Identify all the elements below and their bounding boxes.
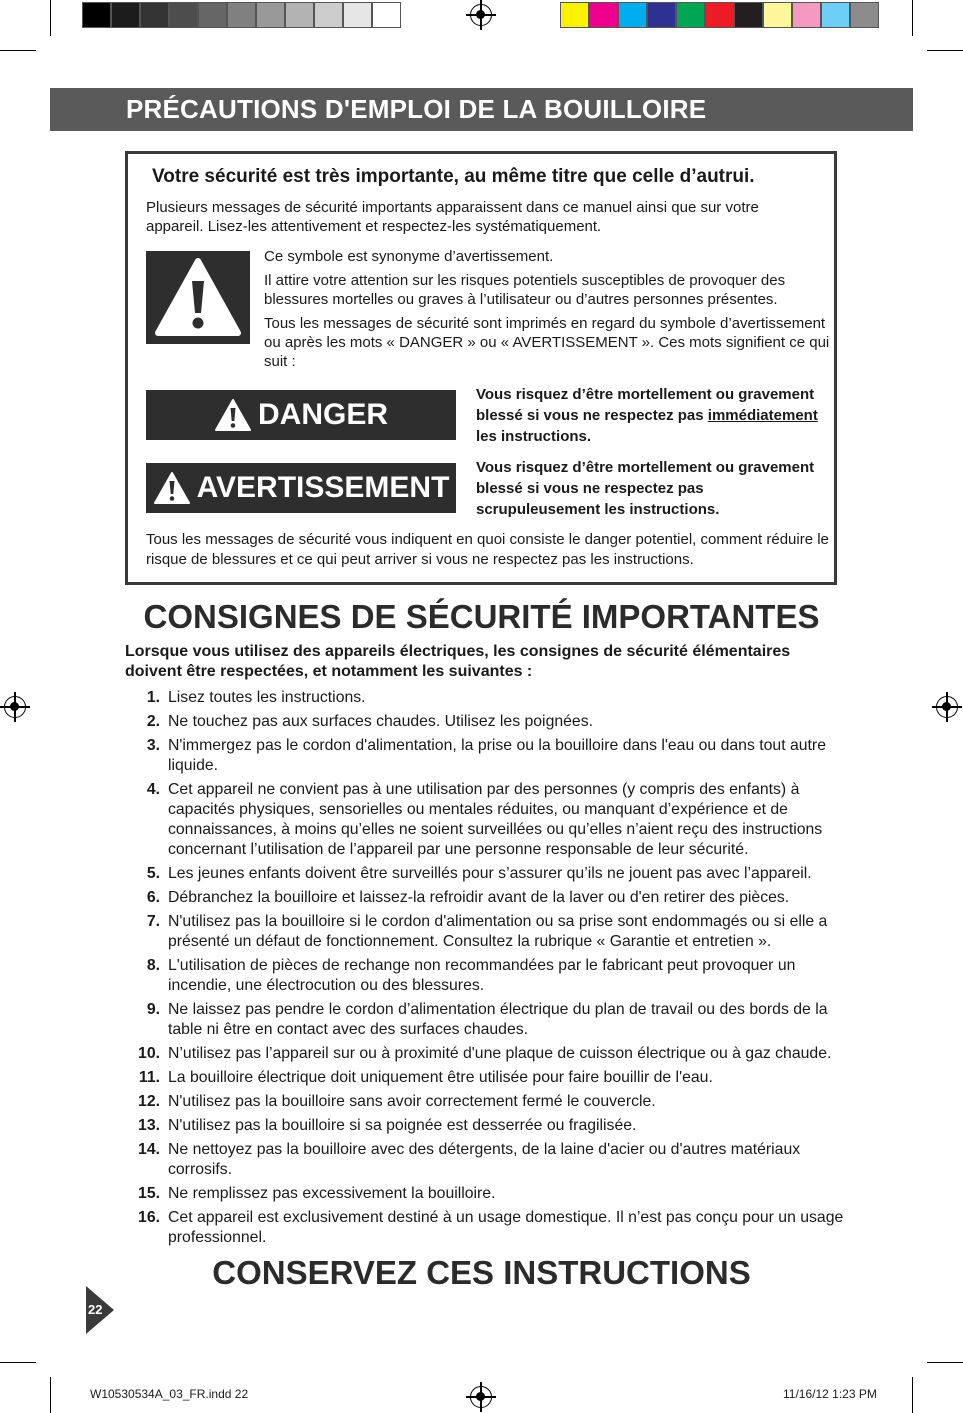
registration-mark-icon: [470, 1386, 492, 1408]
item-number: 1.: [146, 689, 160, 706]
color-swatch: [227, 2, 256, 28]
list-item: [124, 1044, 844, 1064]
item-number: 14.: [138, 1141, 160, 1158]
danger-desc-part: les instructions.: [476, 428, 592, 445]
grayscale-color-bar: [82, 2, 401, 30]
item-number: 13.: [138, 1117, 160, 1134]
list-item: [124, 1068, 844, 1088]
color-swatch: [111, 2, 140, 28]
item-text: N'utilisez pas la bouilloire si sa poignée est desserrée ou fragilisée.: [168, 1117, 637, 1134]
color-swatch: [314, 2, 343, 28]
registration-mark-icon: [936, 696, 958, 718]
slug-date: 11/16/12 1:23 PM: [783, 1387, 877, 1401]
warning-triangle-icon: [153, 471, 191, 505]
safety-box-intro: Plusieurs messages de sécurité importants apparaissent dans ce manuel ainsi que sur votre appareil. Lisez-les attentivement et respectez-les systématiquement.: [146, 199, 759, 235]
item-text: L'utilisation de pièces de rechange non recommandées par le fabricant peut provoquer un incendie, une électrocution ou des blessures.: [168, 957, 796, 994]
item-text: N'immergez pas le cordon d'alimentation, la prise ou la bouilloire dans l'eau ou dans tout autre liquide.: [168, 737, 826, 774]
color-swatch: [676, 2, 705, 28]
symbol-line: Il attire votre attention sur les risques potentiels susceptibles de provoquer des blessures mortelles ou graves à l’utilisateur ou d’autres personnes présentes.: [264, 272, 786, 308]
warning-signal-panel: [146, 463, 456, 513]
safety-notice-box: [125, 151, 837, 585]
list-item: [124, 888, 844, 908]
item-text: Ne remplissez pas excessivement la bouilloire.: [168, 1185, 496, 1202]
closing-title: CONSERVEZ CES INSTRUCTIONS: [212, 1254, 751, 1291]
color-swatch: [169, 2, 198, 28]
item-text: Débranchez la bouilloire et laissez-la refroidir avant de la laver ou d'en retirer des pièces.: [168, 889, 790, 906]
color-swatch: [821, 2, 850, 28]
danger-desc-emphasis: immédiatement: [707, 407, 818, 424]
item-number: 2.: [146, 713, 160, 730]
warning-symbol-icon: [146, 251, 250, 344]
list-item: [124, 1092, 844, 1112]
warning-triangle-icon: [214, 398, 252, 432]
registration-mark-icon: [470, 4, 492, 26]
item-number: 4.: [146, 781, 160, 798]
item-number: 15.: [138, 1185, 160, 1202]
safeguards-lead: Lorsque vous utilisez des appareils électriques, les consignes de sécurité élémentaires doivent être respectées, et notamment les suivantes :: [125, 643, 791, 680]
list-item: [124, 712, 844, 732]
color-swatch: [560, 2, 589, 28]
list-item: [124, 1000, 844, 1040]
item-text: Cet appareil est exclusivement destiné à un usage domestique. Il n’est pas conçu pour un usage professionnel.: [168, 1209, 844, 1246]
list-item: [124, 956, 844, 996]
crop-mark: [50, 1377, 51, 1413]
item-text: N'utilisez pas la bouilloire sans avoir correctement fermé le couvercle.: [168, 1093, 656, 1110]
item-text: N’utilisez pas l’appareil sur ou à proximité d'une plaque de cuisson électrique ou à gaz chaude.: [168, 1045, 832, 1062]
color-swatch: [618, 2, 647, 28]
color-swatch: [285, 2, 314, 28]
list-item: [124, 688, 844, 708]
item-number: 5.: [146, 865, 160, 882]
color-swatch: [705, 2, 734, 28]
item-text: Ne laissez pas pendre le cordon d’alimentation électrique du plan de travail ou des bords de la table ni être en contact avec des surfaces chaudes.: [168, 1001, 828, 1038]
registration-mark-icon: [4, 696, 26, 718]
item-text: Ne touchez pas aux surfaces chaudes. Utilisez les poignées.: [168, 713, 593, 730]
danger-description: [476, 384, 826, 447]
crop-mark: [927, 1362, 963, 1363]
item-text: La bouilloire électrique doit uniquement être utilisée pour faire bouillir de l'eau.: [168, 1069, 713, 1086]
safety-box-title: Votre sécurité est très importante, au même titre que celle d’autrui.: [152, 166, 755, 187]
section-header: PRÉCAUTIONS D'EMPLOI DE LA BOUILLOIRE: [50, 88, 913, 131]
safeguards-list: [124, 688, 844, 1252]
item-number: 6.: [146, 889, 160, 906]
item-number: 7.: [146, 913, 160, 930]
color-swatch: [343, 2, 372, 28]
danger-desc-part: Vous risquez d’être mortellement ou gravement blessé si vous ne respectez pas: [476, 386, 815, 424]
list-item: [124, 736, 844, 776]
page-number: 22: [88, 1302, 103, 1317]
page-number-tab: [86, 1286, 114, 1334]
item-number: 8.: [146, 957, 160, 974]
color-swatch: [763, 2, 792, 28]
item-text: N'utilisez pas la bouilloire si le cordon d'alimentation ou sa prise sont endommagés ou si elle a présenté un défaut de fonctionnement. Consultez la rubrique « Garantie et entretien ».: [168, 913, 828, 950]
safeguards-title: CONSIGNES DE SÉCURITÉ IMPORTANTES: [143, 598, 820, 635]
list-item: [124, 1116, 844, 1136]
item-number: 10.: [138, 1045, 160, 1062]
list-item: [124, 1140, 844, 1180]
list-item: [124, 1208, 844, 1248]
crop-mark: [0, 1362, 36, 1363]
color-swatch: [734, 2, 763, 28]
color-swatch: [589, 2, 618, 28]
symbol-line: Ce symbole est synonyme d’avertissement.: [264, 248, 554, 265]
color-swatch: [82, 2, 111, 28]
item-number: 11.: [138, 1069, 160, 1086]
color-swatch: [792, 2, 821, 28]
symbol-line: Tous les messages de sécurité sont imprimés en regard du symbole d’avertissement ou après les mots « DANGER » ou « AVERTISSEMENT ». Ces mots signifient ce qui suit :: [264, 315, 830, 370]
item-number: 9.: [146, 1001, 160, 1018]
list-item: [124, 780, 844, 860]
item-number: 12.: [138, 1093, 160, 1110]
item-number: 3.: [146, 737, 160, 754]
symbol-explanation: [264, 247, 830, 376]
crop-mark: [912, 0, 913, 36]
list-item: [124, 1184, 844, 1204]
item-text: Ne nettoyez pas la bouilloire avec des détergents, de la laine d'acier ou d'autres matériaux corrosifs.: [168, 1141, 801, 1178]
slug-file: W10530534A_03_FR.indd 22: [90, 1387, 249, 1401]
color-swatch: [140, 2, 169, 28]
list-item: [124, 864, 844, 884]
warning-description: Vous risquez d’être mortellement ou gravement blessé si vous ne respectez pas scrupuleusement les instructions.: [476, 459, 815, 518]
color-swatch: [198, 2, 227, 28]
item-number: 16.: [138, 1209, 160, 1226]
warning-label: AVERTISSEMENT: [196, 471, 450, 504]
item-text: Cet appareil ne convient pas à une utilisation par des personnes (y compris des enfants) à capacités physiques, sensorielles ou mentales réduites, ou manquant d’expérience et de connaissances, à moins qu’elles ne soient surveillées ou qu’elles n’aient reçu des instructions concernant l’utilisation de l’appareil par une personne responsable de leur sécurité.: [168, 781, 823, 858]
item-text: Les jeunes enfants doivent être surveillés pour s’assurer qu’ils ne jouent pas avec l’appareil.: [168, 865, 812, 882]
list-item: [124, 912, 844, 952]
item-text: Lisez toutes les instructions.: [168, 689, 366, 706]
color-swatch: [850, 2, 879, 28]
danger-label: DANGER: [257, 398, 388, 431]
color-swatch: [372, 2, 401, 28]
color-swatch: [647, 2, 676, 28]
process-color-bar: [560, 2, 879, 30]
crop-mark: [50, 0, 51, 36]
crop-mark: [927, 50, 963, 51]
crop-mark: [0, 50, 36, 51]
danger-signal-panel: [146, 390, 456, 440]
safety-box-footer: Tous les messages de sécurité vous indiquent en quoi consiste le danger potentiel, comment réduire le risque de blessures et ce qui peut arriver si vous ne respectez pas les instructions.: [146, 531, 829, 568]
crop-mark: [912, 1377, 913, 1413]
color-swatch: [256, 2, 285, 28]
